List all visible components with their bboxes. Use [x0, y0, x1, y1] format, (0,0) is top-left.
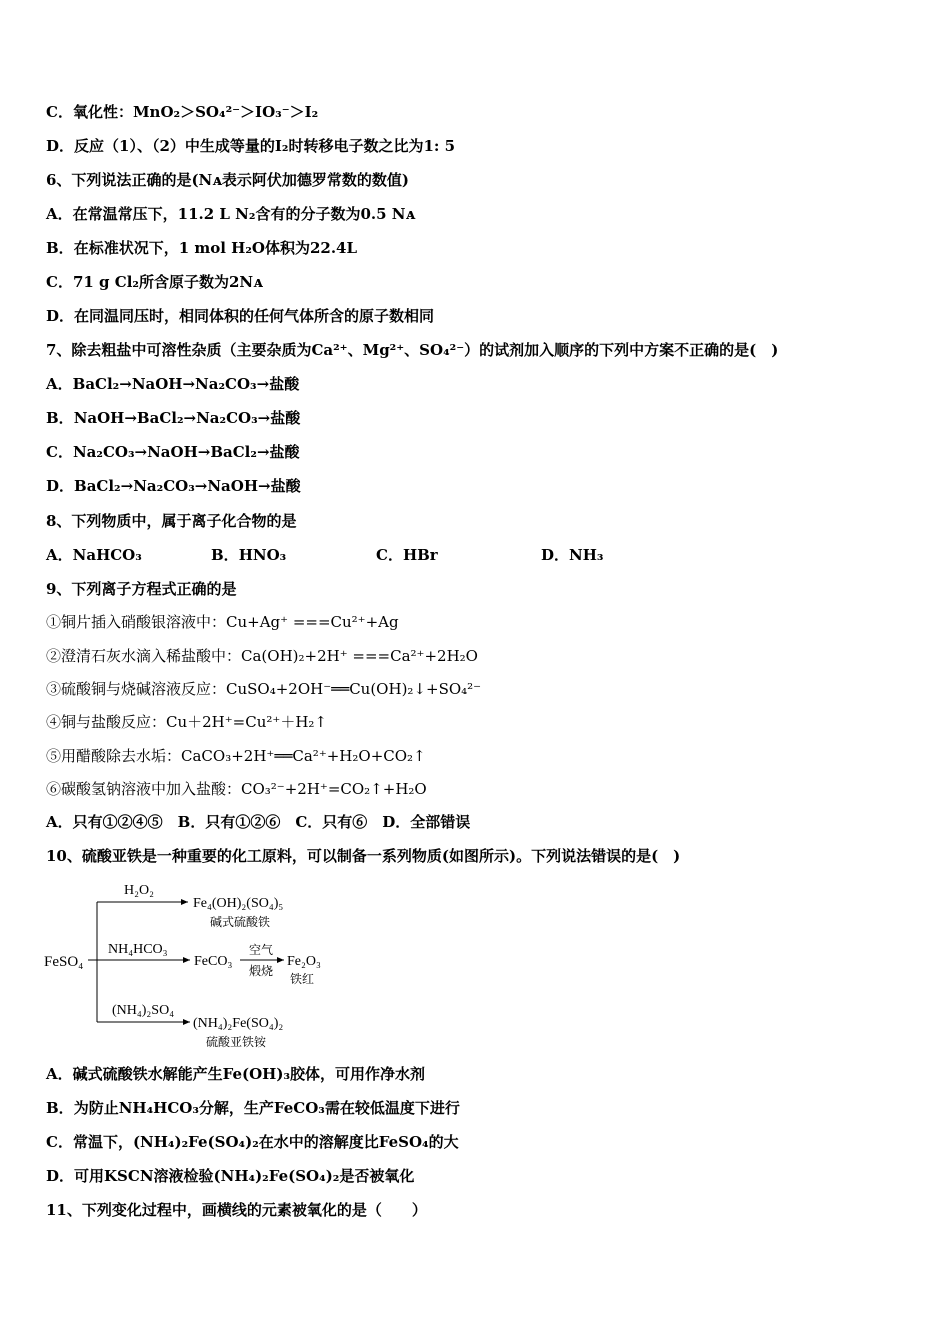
option-text: NaOH→BaCl₂→Na₂CO₃→盐酸: [73, 409, 301, 427]
diagram-name-ammonium-ferrous-sulfate: 硫酸亚铁铵: [206, 1035, 267, 1049]
option-text: 常温下，(NH₄)₂Fe(SO₄)₂在水中的溶解度比FeSO₄的大: [72, 1133, 459, 1151]
q7-option-b: [46, 408, 300, 428]
q6-option-d: [46, 306, 434, 326]
option-label: C．: [376, 546, 403, 564]
option-label: A．: [46, 1065, 73, 1083]
q6-option-b: [46, 238, 357, 258]
option-label: D．: [541, 546, 570, 564]
option-label: D．: [46, 1167, 75, 1185]
option-text: 在常温常压下，11.2 L N₂含有的分子数为0.5 Nᴀ: [72, 205, 416, 223]
q5-option-c: [46, 102, 318, 122]
q6-option-a: [46, 204, 415, 224]
option-label: D．: [46, 137, 75, 155]
q7-option-c: [46, 442, 300, 462]
q9-stem: 9、下列离子方程式正确的是: [46, 580, 237, 598]
diagram-product-feco3: FeCO₃: [194, 954, 233, 969]
diagram-reagent-ammonium-sulfate: (NH₄)₂SO₄: [112, 1003, 175, 1018]
q9-item-1: ①铜片插入硝酸银溶液中：Cu+Ag⁺ ===Cu²⁺+Ag: [46, 613, 399, 631]
option-text: 在标准状况下，1 mol H₂O体积为22.4L: [73, 239, 358, 257]
q11-stem: 11、下列变化过程中，画横线的元素被氧化的是（ ）: [46, 1201, 427, 1219]
q5-option-d: [46, 136, 455, 156]
option-text: Na₂CO₃→NaOH→BaCl₂→盐酸: [72, 443, 300, 461]
option-text: HBr: [402, 546, 438, 564]
option-label: C．: [46, 1133, 73, 1151]
diagram-product-fe2o3: Fe₂O₃: [287, 954, 321, 969]
q9-item-2: ②澄清石灰水滴入稀盐酸中：Ca(OH)₂+2H⁺ ===Ca²⁺+2H₂O: [46, 647, 478, 665]
option-label: C．: [46, 443, 73, 461]
q7-stem: 7、除去粗盐中可溶性杂质（主要杂质为Ca²⁺、Mg²⁺、SO₄²⁻）的试剂加入顺序的下列中方案不正确的是( ): [46, 341, 779, 359]
option-text: 71 g Cl₂所含原子数为2Nᴀ: [72, 273, 263, 291]
option-text: HNO₃: [238, 546, 287, 564]
option-label: A．: [46, 375, 73, 393]
diagram-product-ammonium-ferrous-sulfate: (NH₄)₂Fe(SO₄)₂: [193, 1016, 284, 1031]
diagram-product-basic-ferric-sulfate: Fe₄(OH)₂(SO₄)₅: [193, 896, 284, 911]
q10-option-a: [46, 1064, 425, 1084]
q9-options: A．只有①②④⑤ B．只有①②⑥ C．只有⑥ D．全部错误: [46, 813, 471, 831]
option-text: NaHCO₃: [72, 546, 142, 564]
q6-stem: 6、下列说法正确的是(Nᴀ表示阿伏加德罗常数的数值): [46, 171, 409, 189]
option-text: 为防止NH₄HCO₃分解，生产FeCO₃需在较低温度下进行: [73, 1099, 460, 1117]
q6-option-c: [46, 272, 263, 292]
q10-reaction-diagram: [40, 876, 360, 1056]
q9-item-6: ⑥碳酸氢钠溶液中加入盐酸：CO₃²⁻+2H⁺=CO₂↑+H₂O: [46, 780, 427, 798]
diagram-reagent-h2o2: H₂O₂: [124, 883, 154, 898]
option-label: D．: [46, 307, 75, 325]
diagram-name-iron-red: 铁红: [290, 972, 315, 986]
option-label: B．: [46, 1099, 74, 1117]
option-text: 氧化性：MnO₂＞SO₄²⁻＞IO₃⁻＞I₂: [72, 103, 319, 121]
q7-option-a: [46, 374, 299, 394]
option-text: 碱式硫酸铁水解能产生Fe(OH)₃胶体，可用作净水剂: [72, 1065, 426, 1083]
q10-stem: 10、硫酸亚铁是一种重要的化工原料，可以制备一系列物质(如图所示)。下列说法错误的是( ): [46, 847, 681, 865]
option-label: A．: [46, 546, 73, 564]
option-label: B．: [46, 239, 74, 257]
q9-item-4: ④铜与盐酸反应：Cu＋2H⁺=Cu²⁺＋H₂↑: [46, 713, 327, 731]
q8-option-b: [211, 545, 286, 565]
q9-item-3: ③硫酸铜与烧碱溶液反应：CuSO₄+2OH⁻══Cu(OH)₂↓+SO₄²⁻: [46, 680, 482, 698]
option-text: NH₃: [569, 546, 604, 564]
q10-option-c: [46, 1132, 459, 1152]
q9-item-5: ⑤用醋酸除去水垢：CaCO₃+2H⁺══Ca²⁺+H₂O+CO₂↑: [46, 747, 426, 765]
q10-option-b: [46, 1098, 460, 1118]
option-label: A．: [46, 205, 73, 223]
diagram-condition-air: 空气: [249, 943, 274, 957]
option-label: B．: [46, 409, 74, 427]
option-label: D．: [46, 477, 75, 495]
q8-stem: 8、下列物质中，属于离子化合物的是: [46, 512, 297, 530]
option-text: BaCl₂→NaOH→Na₂CO₃→盐酸: [72, 375, 300, 393]
q8-option-a: [46, 545, 142, 565]
q7-option-d: [46, 476, 301, 496]
q8-option-d: [541, 545, 603, 565]
q8-option-c: [376, 545, 438, 565]
option-label: C．: [46, 273, 73, 291]
diagram-condition-calcine: 煅烧: [249, 964, 274, 978]
q10-option-d: [46, 1166, 414, 1186]
option-text: 在同温同压时，相同体积的任何气体所含的原子数相同: [74, 307, 435, 325]
diagram-reagent-nh4hco3: NH₄HCO₃: [108, 942, 168, 957]
option-label: C．: [46, 103, 73, 121]
diagram-name-basic-ferric-sulfate: 碱式硫酸铁: [210, 915, 271, 929]
diagram-start-feso4: FeSO₄: [44, 954, 84, 970]
option-text: BaCl₂→Na₂CO₃→NaOH→盐酸: [74, 477, 301, 495]
option-text: 可用KSCN溶液检验(NH₄)₂Fe(SO₄)₂是否被氧化: [74, 1167, 415, 1185]
option-text: 反应（1）、（2）中生成等量的I₂时转移电子数之比为1: 5: [74, 137, 456, 155]
option-label: B．: [211, 546, 239, 564]
